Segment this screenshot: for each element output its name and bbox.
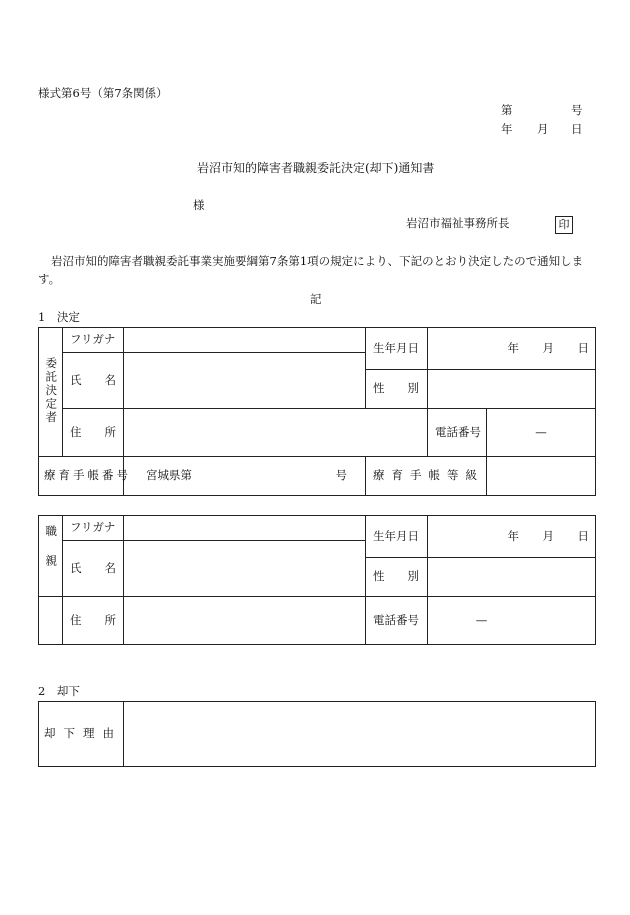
section1-heading: 1 決定 — [38, 310, 80, 324]
sex-label: 性 別 — [366, 370, 428, 409]
person-label-shokushin: 職親 — [39, 516, 63, 597]
doc-number-prefix: 第 — [501, 103, 513, 117]
ki-label: 記 — [310, 292, 322, 306]
phone-value[interactable]: — — [487, 409, 596, 457]
decision-table — [38, 327, 596, 496]
name-label: 氏 名 — [63, 541, 124, 597]
furigana-value[interactable] — [124, 328, 366, 353]
handbook-grade-value[interactable] — [487, 457, 596, 496]
rejection-table — [38, 701, 596, 767]
address-value[interactable] — [124, 409, 428, 457]
handbook-number-suffix: 号 — [230, 457, 366, 496]
address-value[interactable] — [124, 597, 366, 645]
handbook-grade-label: 療育手帳等級 — [366, 457, 487, 496]
rejection-reason-value[interactable] — [124, 702, 596, 767]
furigana-value[interactable] — [124, 516, 366, 541]
rejection-reason-label: 却下理由 — [39, 702, 124, 767]
handbook-number-prefix[interactable]: 宮城県第 — [124, 457, 230, 496]
address-label: 住 所 — [63, 409, 124, 457]
furigana-label: フリガナ — [63, 328, 124, 353]
seal-mark: 印 — [555, 216, 573, 234]
birth-value[interactable]: 年 月 日 — [428, 328, 596, 370]
handbook-number-label: 療育手帳番号 — [39, 457, 124, 496]
form-number: 様式第6号（第7条関係） — [38, 86, 168, 100]
date-year: 年 — [501, 122, 513, 136]
person-label-shokushin-cont — [39, 597, 63, 645]
date-month: 月 — [537, 122, 549, 136]
issuer: 岩沼市福祉事務所長 — [406, 216, 510, 230]
birth-value[interactable]: 年 月 日 — [428, 516, 596, 558]
doc-number-suffix: 号 — [571, 103, 583, 117]
sex-value[interactable] — [428, 370, 596, 409]
phone-label: 電話番号 — [366, 597, 428, 645]
furigana-label: フリガナ — [63, 516, 124, 541]
birth-label: 生年月日 — [366, 328, 428, 370]
date-day: 日 — [571, 122, 583, 136]
sex-label: 性 別 — [366, 558, 428, 597]
addressee-suffix: 様 — [193, 198, 205, 212]
name-label: 氏 名 — [63, 353, 124, 409]
sex-value[interactable] — [428, 558, 596, 597]
address-label: 住 所 — [63, 597, 124, 645]
body-text-line1: 岩沼市知的障害者職親委託事業実施要綱第7条第1項の規定により、下記のとおり決定したので通知しま — [51, 254, 584, 268]
body-text-line2: す。 — [38, 272, 61, 286]
document-title: 岩沼市知的障害者職親委託決定(却下)通知書 — [197, 161, 435, 175]
section2-heading: 2 却下 — [38, 684, 80, 698]
name-value[interactable] — [124, 541, 366, 597]
person-label-decision: 委託決定者 — [39, 328, 63, 457]
phone-value[interactable]: — — [428, 597, 596, 645]
shokushin-table — [38, 515, 596, 645]
phone-label: 電話番号 — [428, 409, 487, 457]
birth-label: 生年月日 — [366, 516, 428, 558]
name-value[interactable] — [124, 353, 366, 409]
